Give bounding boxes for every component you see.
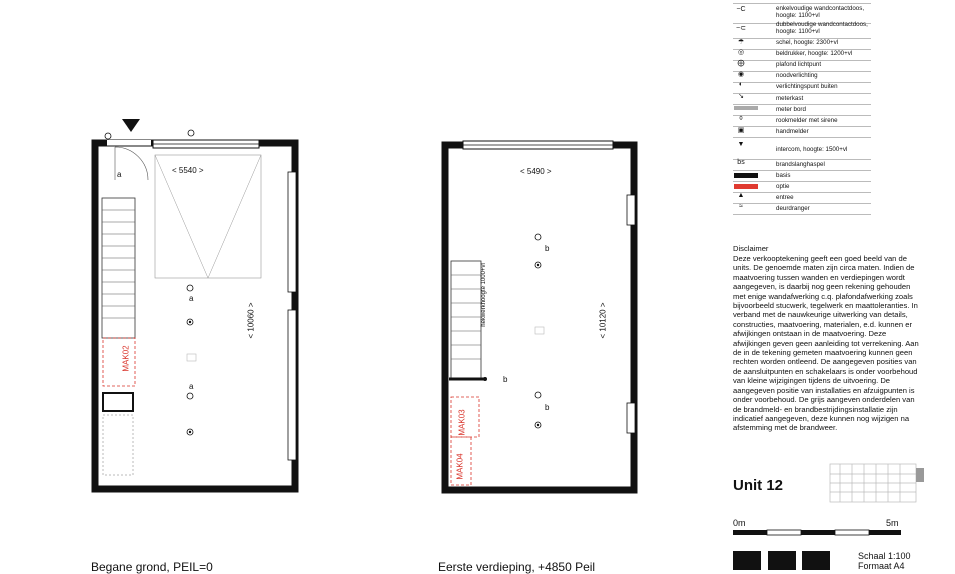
outdoor-light-icon: ◐ bbox=[738, 81, 744, 88]
ground-label-a1: a bbox=[189, 294, 194, 303]
legend-label-smoke-detector: rookmelder met sirene bbox=[776, 117, 838, 124]
ground-floor-caption: Begane grond, PEIL=0 bbox=[91, 560, 213, 574]
meter-box-icon: ↘ bbox=[738, 93, 744, 100]
disclaimer-title: Disclaimer bbox=[733, 244, 769, 253]
formaat-label: Formaat A4 bbox=[858, 561, 905, 571]
optie-swatch bbox=[734, 184, 758, 189]
intercom-icon: ▼ bbox=[737, 141, 745, 148]
legend-label-double-socket: dubbelvoudige wandcontactdoos, hoogte: 1100+vl bbox=[776, 21, 868, 35]
door-closer-icon: ≈ bbox=[739, 203, 743, 210]
legend-label-socket: enkelvoudige wandcontactdoos, hoogte: 1100+vl bbox=[776, 5, 865, 19]
scale-bar bbox=[733, 529, 903, 537]
unit-title: Unit 12 bbox=[733, 477, 784, 494]
entree-icon: ▲ bbox=[737, 192, 745, 199]
smoke-detector-icon: ⌽ bbox=[738, 115, 744, 122]
logo-block-2 bbox=[768, 551, 796, 570]
legend-label-basis: basis bbox=[776, 172, 791, 179]
ground-depth-dim: < 10060 > bbox=[246, 302, 256, 339]
key-plan bbox=[828, 462, 928, 504]
manual-call-icon: ▣ bbox=[737, 127, 745, 134]
first-beam-note: hekwerkhoogte 1000+vl bbox=[480, 263, 487, 327]
legend-label-manual-call: handmelder bbox=[776, 128, 809, 135]
ground-label-a2: a bbox=[189, 382, 194, 391]
first-floor-caption: Eerste verdieping, +4850 Peil bbox=[438, 560, 596, 574]
ceiling-light-icon: ⨁ bbox=[737, 60, 745, 67]
first-label-b1: b bbox=[545, 244, 550, 253]
basis-swatch bbox=[734, 173, 758, 178]
legend-label-optie: optie bbox=[776, 183, 790, 190]
logo-block-1 bbox=[733, 551, 761, 570]
scale-end-label: 5m bbox=[886, 518, 899, 528]
legend-label-hose-reel: brandslanghaspel bbox=[776, 161, 825, 168]
first-floor-plan bbox=[435, 135, 645, 495]
legend-label-intercom: intercom, hoogte: 1500+vl bbox=[776, 146, 848, 153]
first-mak04-label: MAK04 bbox=[455, 453, 465, 480]
legend-label-button: beldrukker, hoogte: 1200+vl bbox=[776, 50, 853, 57]
ground-width-dim: < 5540 > bbox=[172, 166, 204, 175]
ground-mak02-label: MAK02 bbox=[121, 345, 131, 372]
first-label-b2: b bbox=[503, 375, 508, 384]
disclaimer-body: Deze verkooptekening geeft een goed beeld van de units. De genoemde maten zijn circa maten. Indien de maatvoering tussen wanden en verdiepingen wordt aangegeven, is daarbij nog geen rekening gehouden met enige wandafwerking c.q. plafondafwerking zoals bijvoorbeeld stucwerk, tegelwerk en maattoleranties. In verband met de nauwkeurige uitwerking van details, constructies, maatvoering, materialen, e.d. kunnen er afwijkingen ontstaan in de maatvoering. Deze afwijkingen geven geen aanleiding tot verrekening. Aan de in de tekening gemeten maatvoering kunnen geen rechten worden ontleend. De aangegeven posities van de aansluitpunten en schakelaars is onder voorbehoud van kleine wijzigingen tijdens de uitvoering. De aangegeven positie van installaties en afzuigpunten is onder voorbehoud. De grijs aangeven onderdelen van de brandmeld- en brandbestrijdingsinstallatie zijn indicatief aangegeven, deze kunnen nog wijzigen na afstemming met de brandweer. bbox=[733, 254, 919, 433]
first-depth-dim: < 10120 > bbox=[598, 302, 608, 339]
socket-icon: −C bbox=[736, 6, 746, 13]
first-label-b3: b bbox=[545, 403, 550, 412]
hose-reel-symbol: bs bbox=[737, 159, 745, 166]
emergency-light-icon: ◉ bbox=[737, 71, 745, 78]
legend-label-bell: schel, hoogte: 2300+vl bbox=[776, 39, 839, 46]
bell-icon: ☂ bbox=[737, 39, 745, 46]
logo-block-3 bbox=[802, 551, 830, 570]
legend-label-ceiling-light: plafond lichtpunt bbox=[776, 61, 822, 68]
schaal-label: Schaal 1:100 bbox=[858, 551, 911, 561]
legend-label-meter-board: meter bord bbox=[776, 106, 806, 113]
first-width-dim: < 5490 > bbox=[520, 167, 552, 176]
legend-label-entree: entree bbox=[776, 194, 794, 201]
meter-board-icon bbox=[734, 106, 758, 110]
ground-label-a3: a bbox=[117, 170, 122, 179]
first-mak03-label: MAK03 bbox=[457, 409, 467, 436]
legend-label-emergency-light: noodverlichting bbox=[776, 72, 818, 79]
button-icon: ◎ bbox=[737, 49, 745, 56]
legend-label-meter-box: meterkast bbox=[776, 95, 804, 102]
legend-label-outdoor-light: verlichtingspunt buiten bbox=[776, 83, 838, 90]
scale-start-label: 0m bbox=[733, 518, 746, 528]
legend-label-deurdranger: deurdranger bbox=[776, 205, 810, 212]
double-socket-icon: −⊂ bbox=[736, 25, 746, 32]
